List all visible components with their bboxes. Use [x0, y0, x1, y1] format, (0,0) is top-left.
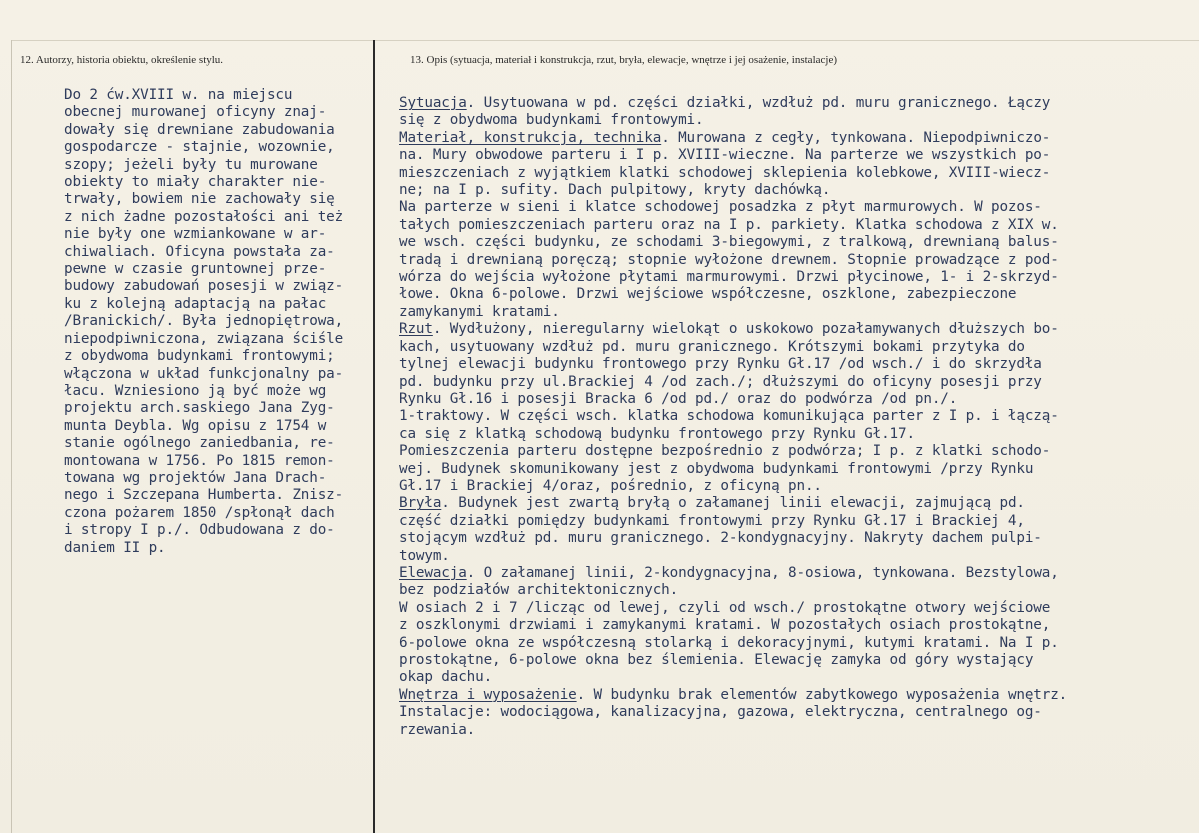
history-line: /Branickich/. Była jednopiętrowa,	[64, 313, 344, 330]
description-line	[399, 565, 1199, 582]
section-label: Rzut	[399, 321, 433, 338]
history-line: gospodarcze - stajnie, wozownie,	[64, 139, 335, 156]
history-line: szopy; jeżeli były tu murowane	[64, 156, 318, 173]
history-line: obiekty to miały charakter nie-	[64, 174, 327, 191]
description-line	[399, 339, 1199, 356]
description-line	[399, 374, 1199, 391]
line-text: Instalacje: wodociągowa, kanalizacyjna, gazowa, elektryczna, centralnego og-	[399, 704, 1042, 721]
description-line	[399, 461, 1199, 478]
line-text: rzewania.	[399, 721, 476, 738]
top-rule	[11, 40, 1199, 41]
description-line	[399, 600, 1199, 617]
line-text: . O załamanej linii, 2-kondygnacyjna, 8-osiowa, tynkowana. Bezstylowa,	[466, 564, 1059, 581]
description-line	[399, 147, 1199, 164]
history-line: Do 2 ćw.XVIII w. na miejscu	[64, 87, 293, 103]
description-line	[399, 199, 1199, 216]
description-line	[399, 112, 1199, 129]
line-text: tylnej elewacji budynku frontowego przy Rynku Gł.17 /od wsch./ i do skrzydła	[399, 356, 1042, 373]
section-label: Wnętrza i wyposażenie	[399, 686, 577, 703]
line-text: okap dachu.	[399, 669, 493, 686]
history-line: łacu. Wzniesiono ją być może wg	[64, 382, 327, 399]
description-line	[399, 304, 1199, 321]
line-text: zamykanymi kratami.	[399, 303, 560, 320]
left-margin-line	[11, 40, 12, 833]
history-line: stanie ogólnego zaniedbania, re-	[64, 435, 335, 452]
history-line: trwały, bowiem nie zachowały się	[64, 191, 335, 208]
description-line	[399, 617, 1199, 634]
line-text: we wsch. części budynku, ze schodami 3-biegowymi, z tralkową, drewnianą balus-	[399, 234, 1059, 251]
line-text: kach, usytuowany wzdłuż pd. muru granicznego. Krótszymi bokami przytyka do	[399, 338, 1025, 355]
section-label: Elewacja	[399, 564, 467, 581]
history-line: ku z kolejną adaptacją na pałac	[64, 295, 327, 312]
description-line	[399, 165, 1199, 182]
line-text: . W budynku brak elementów zabytkowego wyposażenia wnętrz.	[576, 686, 1068, 703]
description-line	[399, 321, 1199, 338]
section-label: Materiał, konstrukcja, technika	[399, 129, 662, 146]
line-text: prostokątne, 6-polowe okna bez ślemienia. Elewację zamyka od góry wystający	[399, 652, 1034, 668]
section-12-heading: 12. Autorzy, historia obiektu, określenie stylu.	[20, 54, 224, 66]
history-line: nie były one wzmiankowane w ar-	[64, 226, 327, 243]
line-text: tradą i drewnianą poręczą; stopnie wyłożone drewnem. Stopnie prowadzące z pod-	[399, 251, 1059, 268]
history-line: daniem II p.	[64, 539, 166, 556]
history-line: nego i Szczepana Humberta. Znisz-	[64, 487, 344, 504]
description-line	[399, 252, 1199, 269]
description-line	[399, 130, 1199, 147]
line-text: z oszklonymi drzwiami i zamykanymi kratami. W pozostałych osiach prostokątne,	[399, 617, 1051, 634]
description-line	[399, 286, 1199, 303]
description-line	[399, 234, 1199, 251]
description-line	[399, 426, 1199, 443]
line-text: Rynku Gł.16 i posesji Bracka 6 /od pd./ oraz do podwórza /od pn./.	[399, 390, 958, 407]
history-line: obecnej murowanej oficyny znaj-	[64, 104, 327, 121]
description-line	[399, 269, 1199, 286]
description-line	[399, 495, 1199, 512]
line-text: ca się z klatką schodową budynku frontowego przy Rynku Gł.17.	[399, 425, 915, 442]
line-text: się z obydwoma budynkami frontowymi.	[399, 112, 704, 129]
line-text: Gł.17 i Brackiej 4/oraz, pośrednio, z oficyną pn..	[399, 477, 822, 494]
description-line	[399, 95, 1199, 112]
history-line: budowy zabudowań posesji w związ-	[64, 278, 344, 295]
history-line: niepodpiwniczona, związana ściśle	[64, 330, 344, 347]
history-line: munta Deybla. Wg opisu z 1754 w	[64, 417, 327, 434]
line-text: Pomieszczenia parteru dostępne bezpośrednio z podwórza; I p. z klatki schodo-	[399, 443, 1051, 460]
line-text: W osiach 2 i 7 /licząc od lewej, czyli od wsch./ prostokątne otwory wejściowe	[399, 599, 1051, 616]
description-line	[399, 704, 1199, 721]
line-text: towym.	[399, 547, 450, 564]
description-line	[399, 722, 1199, 739]
line-text: Na parterze w sieni i klatce schodowej posadzka z płyt marmurowych. W pozos-	[399, 199, 1042, 216]
line-text: część działki pomiędzy budynkami frontowymi przy Rynku Gł.17 i Brackiej 4,	[399, 512, 1025, 529]
description-line	[399, 548, 1199, 565]
description-line	[399, 582, 1199, 599]
history-line: włączona w układ funkcjonalny pa-	[64, 365, 344, 382]
history-line: pewne w czasie gruntownej prze-	[64, 261, 327, 278]
history-line: montowana w 1756. Po 1815 remon-	[64, 452, 335, 469]
line-text: . Murowana z cegły, tynkowana. Niepodpiwniczo-	[661, 129, 1051, 146]
description-line	[399, 513, 1199, 530]
history-line: z obydwoma budynkami frontowymi;	[64, 348, 335, 365]
line-text: stojącym wzdłuż pd. muru granicznego. 2-kondygnacyjny. Nakryty dachem pulpi-	[399, 530, 1042, 547]
description-line	[399, 687, 1199, 704]
line-text: 6-polowe okna ze współczesną stolarką i dekoracyjnymi, kutymi kratami. Na I p.	[399, 634, 1059, 651]
description-line	[399, 182, 1199, 199]
description-line	[399, 217, 1199, 234]
section-label: Sytuacja	[399, 95, 467, 111]
line-text: ne; na I p. sufity. Dach pulpitowy, kryty dachówką.	[399, 182, 831, 199]
history-line: chiwaliach. Oficyna powstała za-	[64, 243, 335, 260]
description-line	[399, 356, 1199, 373]
history-line: z nich żadne pozostałości ani też	[64, 208, 344, 225]
section-13-heading: 13. Opis (sytuacja, materiał i konstrukcja, rzut, bryła, elewacje, wnętrze i jej osażenie, instalacje)	[410, 54, 837, 66]
column-divider	[373, 40, 375, 833]
description-line	[399, 652, 1199, 669]
description-line	[399, 408, 1199, 425]
description-line	[399, 391, 1199, 408]
line-text: 1-traktowy. W części wsch. klatka schodowa komunikująca parter z I p. i łączą-	[399, 408, 1059, 425]
line-text: bez podziałów architektonicznych.	[399, 582, 679, 599]
line-text: . Usytuowana w pd. części działki, wzdłuż pd. muru granicznego. Łączy	[466, 95, 1051, 111]
history-line: towana wg projektów Jana Drach-	[64, 469, 327, 486]
line-text: tałych pomieszczeniach parteru oraz na I p. parkiety. Klatka schodowa z XIX w.	[399, 216, 1059, 233]
line-text: wej. Budynek skomunikowany jest z obydwoma budynkami frontowymi /przy Rynku	[399, 460, 1034, 477]
line-text: wórza do wejścia wyłożone płytami marmurowymi. Drzwi płycinowe, 1- i 2-skrzyd-	[399, 269, 1059, 286]
line-text: . Budynek jest zwartą bryłą o załamanej linii elewacji, zajmującą pd.	[441, 495, 1025, 512]
line-text: pd. budynku przy ul.Brackiej 4 /od zach./; dłuższymi do oficyny posesji przy	[399, 373, 1042, 390]
line-text: na. Mury obwodowe parteru i I p. XVIII-wieczne. Na parterze we wszystkich po-	[399, 147, 1051, 164]
line-text: mieszczeniach z wyjątkiem klatki schodowej sklepienia kolebkowe, XVIII-wiecz-	[399, 164, 1051, 181]
history-line: projektu arch.saskiego Jana Zyg-	[64, 400, 335, 417]
history-line: i stropy I p./. Odbudowana z do-	[64, 522, 335, 539]
history-text	[64, 87, 370, 557]
description-line	[399, 669, 1199, 686]
description-line	[399, 635, 1199, 652]
description-line	[399, 443, 1199, 460]
line-text: . Wydłużony, nieregularny wielokąt o uskokowo pozałamywanych dłuższych bo-	[432, 321, 1059, 338]
line-text: łowe. Okna 6-polowe. Drzwi wejściowe współczesne, oszklone, zabezpieczone	[399, 286, 1017, 303]
description-line	[399, 530, 1199, 547]
section-label: Bryła	[399, 495, 442, 512]
description-line	[399, 478, 1199, 495]
history-line: czona pożarem 1850 /spłonął dach	[64, 504, 335, 521]
description-text	[399, 95, 1199, 739]
history-line: dowały się drewniane zabudowania	[64, 121, 335, 138]
